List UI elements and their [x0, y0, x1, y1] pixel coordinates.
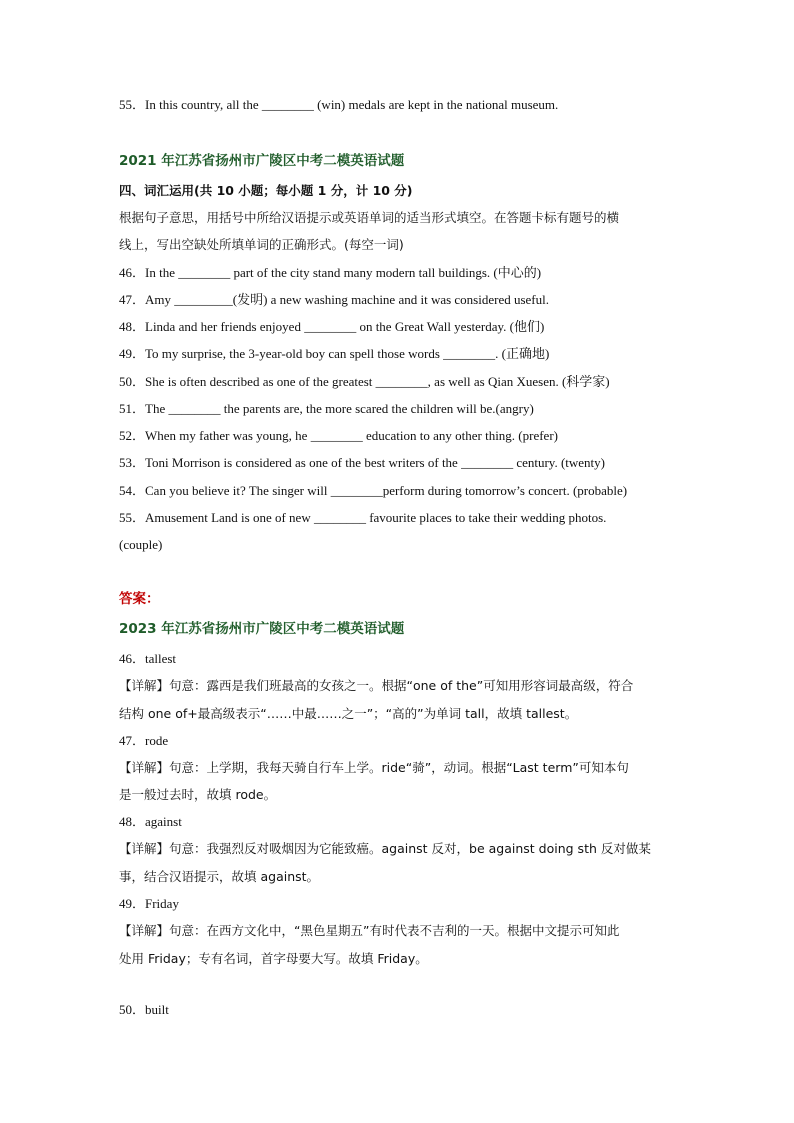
detail-47-line-1: 【详解】句意：上学期，我每天骑自行车上学。ride“骑”，动词。根据“Last term”可知本句: [119, 760, 629, 775]
instruction-line-1: 根据句子意思，用括号中所给汉语提示或英语单词的适当形式填空。在答题卡标有题号的横: [119, 210, 620, 225]
answer-49: 49．Friday: [119, 896, 179, 911]
question-47: 47．Amy _________(发明) a new washing machine and it was considered useful.: [119, 292, 549, 307]
question-51: 51．The ________ the parents are, the more scared the children will be.(angry): [119, 401, 534, 416]
detail-47-line-2: 是一般过去时，故填 rode。: [119, 787, 277, 802]
answer-label: 答案：: [119, 591, 160, 607]
answer-50: 50．built: [119, 1002, 169, 1017]
section-heading: 四、词汇运用(共 10 小题；每小题 1 分，计 10 分): [119, 183, 413, 198]
detail-48-line-1: 【详解】句意：我强烈反对吸烟因为它能致癌。against 反对，be against doing sth 反对做某: [119, 841, 651, 856]
question-55: 55．Amusement Land is one of new ________ favourite places to take their wedding photos.: [119, 510, 607, 525]
question-48: 48．Linda and her friends enjoyed ________ on the Great Wall yesterday. (他们): [119, 319, 545, 334]
instruction-line-2: 线上，写出空缺处所填单词的正确形式。(每空一词): [119, 237, 404, 252]
detail-48-line-2: 事，结合汉语提示，故填 against。: [119, 869, 320, 884]
detail-49-line-1: 【详解】句意：在西方文化中，“黑色星期五”有时代表不吉利的一天。根据中文提示可知此: [119, 923, 620, 938]
answer-48: 48．against: [119, 814, 182, 829]
detail-49-line-2: 处用 Friday；专有名词，首字母要大写。故填 Friday。: [119, 951, 428, 966]
question-55-continuation: (couple): [119, 537, 163, 552]
question-50: 50．She is often described as one of the greatest ________, as well as Qian Xuesen. (科学家): [119, 374, 610, 389]
question-49: 49．To my surprise, the 3-year-old boy can spell those words ________. (正确地): [119, 346, 550, 361]
question-52: 52．When my father was young, he ________ education to any other thing. (prefer): [119, 428, 558, 443]
question-53: 53．Toni Morrison is considered as one of the best writers of the ________ century. (twenty): [119, 455, 606, 470]
detail-46-line-1: 【详解】句意：露西是我们班最高的女孩之一。根据“one of the”可知用形容词最高级，符合: [119, 678, 634, 693]
detail-46-line-2: 结构 one of+最高级表示“……中最……之一”；“高的”为单词 tall，故填 tallest。: [119, 706, 578, 721]
question-46: 46．In the ________ part of the city stand many modern tall buildings. (中心的): [119, 265, 542, 280]
question-55-top: 55．In this country, all the ________ (win) medals are kept in the national museum.: [119, 97, 559, 112]
answer-46: 46．tallest: [119, 651, 177, 666]
answer-47: 47．rode: [119, 733, 169, 748]
question-54: 54．Can you believe it? The singer will ________perform during tomorrow’s concert. (probable): [119, 483, 628, 498]
exam-title-2021: 2021 年江苏省扬州市广陵区中考二模英语试题: [119, 153, 405, 169]
exam-title-2023: 2023 年江苏省扬州市广陵区中考二模英语试题: [119, 621, 405, 637]
